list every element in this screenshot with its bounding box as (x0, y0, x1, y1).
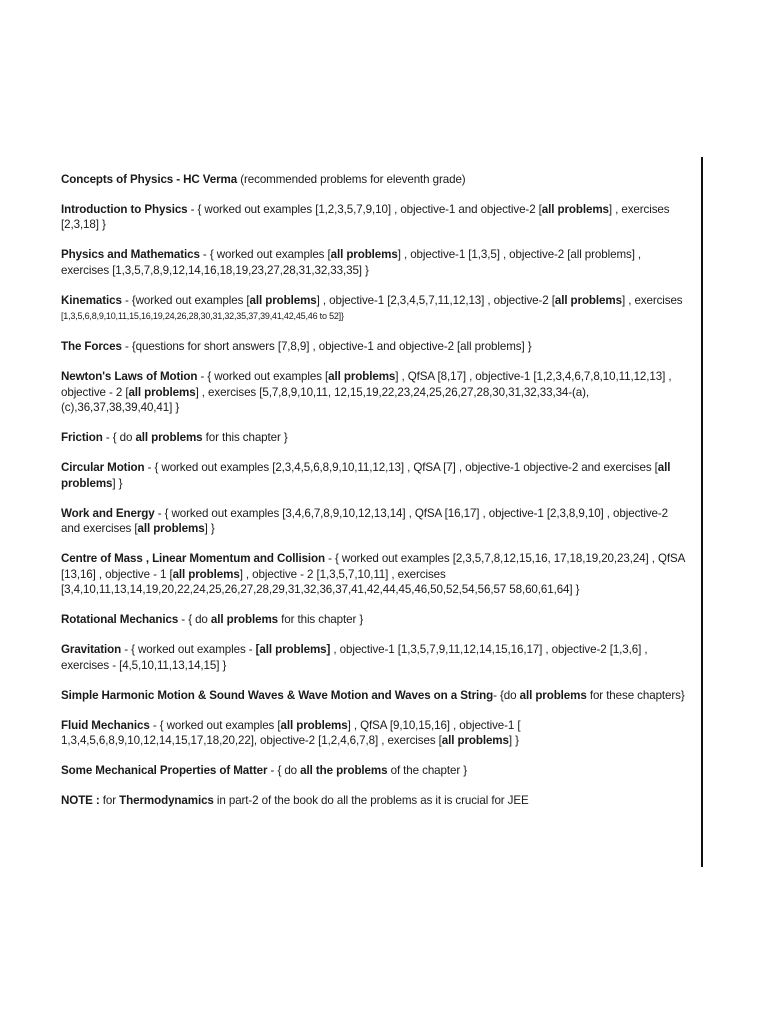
entry-text: [1,3,5,6,8,9,10,11,15,16,19,24,26,28,30,31,32,35,37,39,41,42,45,46 to 52]} (61, 311, 344, 321)
bold-text: Some Mechanical Properties of Matter (61, 764, 268, 777)
bold-text: The Forces (61, 340, 122, 353)
entry-text: ] , exercises (621, 293, 683, 307)
bold-text: all problems (172, 567, 240, 581)
bold-text: all problems (135, 431, 203, 444)
bold-text: Rotational Mechanics (61, 613, 179, 626)
bold-text: all problems (128, 385, 196, 399)
entry-text: - { worked out examples [2,3,4,5,6,8,9,10,11,12,13] , QfSA [7] , objective-1 objective-2 and exercises [ (144, 461, 658, 474)
entry-text: - {worked out examples [ (121, 293, 250, 307)
bold-text: Work and Energy (61, 506, 155, 520)
entry-text: ] , QfSA [9,10,15,16] , objective-1 [ 1,3,4,5,6,8,9,10,12,14,15,17,18,20,22], objective-2 [1,2,4,6,7,8] , exercises [ (61, 718, 521, 747)
entry-text: for this chapter } (278, 613, 364, 626)
entry-text: of the chapter } (387, 764, 467, 777)
chapter-entry (61, 506, 685, 537)
entry-text: - { worked out examples [ (149, 718, 281, 732)
bold-text: Simple Harmonic Motion & Sound Waves & Wave Motion and Waves on a String (61, 688, 494, 702)
bold-text: Fluid Mechanics (61, 718, 150, 732)
bold-text: all problems (519, 688, 587, 702)
entry-text: - {do (493, 688, 520, 702)
entry-text: ] } (508, 734, 519, 747)
bold-text: Physics and Mathematics (61, 248, 200, 261)
bold-text: Kinematics (61, 293, 122, 307)
title-rest: (recommended problems for eleventh grade) (237, 173, 466, 186)
chapter-entry (61, 247, 685, 278)
entry-text: ] , exercises [2,3,18] } (61, 202, 670, 231)
bold-text: all problems (137, 522, 205, 535)
bold-text: all problems (61, 461, 671, 490)
chapter-entry (61, 369, 685, 416)
chapter-entry (61, 642, 685, 673)
bold-text: all problems (541, 202, 609, 216)
bold-text: Introduction to Physics (61, 202, 188, 216)
entry-text: for these chapters} (586, 688, 685, 702)
chapter-entry (61, 202, 685, 233)
bold-text: all problems (554, 293, 622, 307)
bold-text: all problems (328, 370, 396, 383)
entry-text: ] } (204, 522, 215, 535)
chapter-list (61, 202, 685, 809)
vertical-rule (701, 157, 703, 867)
entry-text: in part-2 of the book do all the problems as it is crucial for JEE (213, 794, 529, 807)
document-title (61, 172, 685, 188)
bold-text: Gravitation (61, 643, 122, 656)
bold-text: Friction (61, 431, 103, 444)
entry-text: - { worked out examples - (121, 643, 256, 656)
document-body (61, 172, 685, 823)
entry-text: for this chapter } (202, 431, 288, 444)
chapter-entry (61, 793, 685, 809)
bold-text: all the problems (300, 764, 388, 777)
entry-text: ] , objective-1 [2,3,4,5,7,11,12,13] , objective-2 [ (316, 293, 555, 307)
bold-text: all problems (330, 248, 398, 261)
chapter-entry (61, 718, 685, 749)
chapter-entry (61, 339, 685, 355)
bold-text: all problems (280, 718, 348, 732)
entry-text: , objective-1 [1,3,5,7,9,11,12,14,15,16,17] , objective-2 [1,3,6] , exercises - [4,5,10,11,13,14,15] } (61, 643, 648, 672)
chapter-entry (61, 430, 685, 446)
entry-text: - { worked out examples [ (197, 370, 329, 383)
chapter-entry (61, 688, 685, 704)
chapter-entry (61, 460, 685, 491)
entry-text: - { worked out examples [ (199, 248, 331, 261)
entry-text: ] , QfSA [8,17] , objective-1 [1,2,3,4,6,7,8,10,11,12,13] , objective - 2 [ (61, 370, 672, 399)
bold-text: all problems (441, 734, 509, 747)
entry-text: - { do (267, 764, 301, 777)
entry-text: ] , objective - 2 [1,3,5,7,10,11] , exercises [3,4,10,11,13,14,19,20,22,24,25,26,27,28,29,31,32,36,37,41,42,44,45,46,50,52,54,56,57 58,60,61,64] } (61, 567, 580, 596)
entry-text: - {questions for short answers [7,8,9] , objective-1 and objective-2 [all problems] } (121, 340, 532, 353)
bold-text: [all problems] (255, 643, 331, 656)
title-bold: Concepts of Physics - HC Verma (61, 173, 238, 186)
bold-text: NOTE : (61, 794, 100, 807)
entry-text: ] , objective-1 [1,3,5] , objective-2 [all problems] , exercises [1,3,5,7,8,9,12,14,16,18,19,23,27,28,31,32,33,35] } (61, 248, 642, 277)
bold-text: Centre of Mass , Linear Momentum and Collision (61, 552, 326, 565)
entry-text: ] } (112, 476, 123, 490)
bold-text: all problems (210, 613, 279, 626)
entry-text: ] , exercises [5,7,8,9,10,11, 12,15,19,22,23,24,25,26,27,28,30,31,32,33,34-(a),(c),36,37,38,39,40,41] } (61, 385, 590, 414)
chapter-entry (61, 612, 685, 628)
chapter-entry (61, 293, 685, 325)
entry-text: for (99, 794, 120, 807)
bold-text: Thermodynamics (119, 794, 214, 807)
bold-text: all problems (249, 293, 317, 307)
entry-text: - { worked out examples [3,4,6,7,8,9,10,12,13,14] , QfSA [16,17] , objective-1 [2,3,8,9,10] , objective-2 and exercises [ (61, 506, 669, 535)
chapter-entry (61, 551, 685, 598)
bold-text: Newton's Laws of Motion (61, 370, 198, 383)
entry-text: - { worked out examples [1,2,3,5,7,9,10] , objective-1 and objective-2 [ (187, 202, 542, 216)
entry-text: - { worked out examples [2,3,5,7,8,12,15,16, 17,18,19,20,23,24] , QfSA [13,16] , objective - 1 [ (61, 552, 685, 581)
bold-text: Circular Motion (61, 461, 145, 474)
entry-text: - { do (178, 613, 211, 626)
chapter-entry (61, 763, 685, 779)
entry-text: - { do (102, 431, 136, 444)
